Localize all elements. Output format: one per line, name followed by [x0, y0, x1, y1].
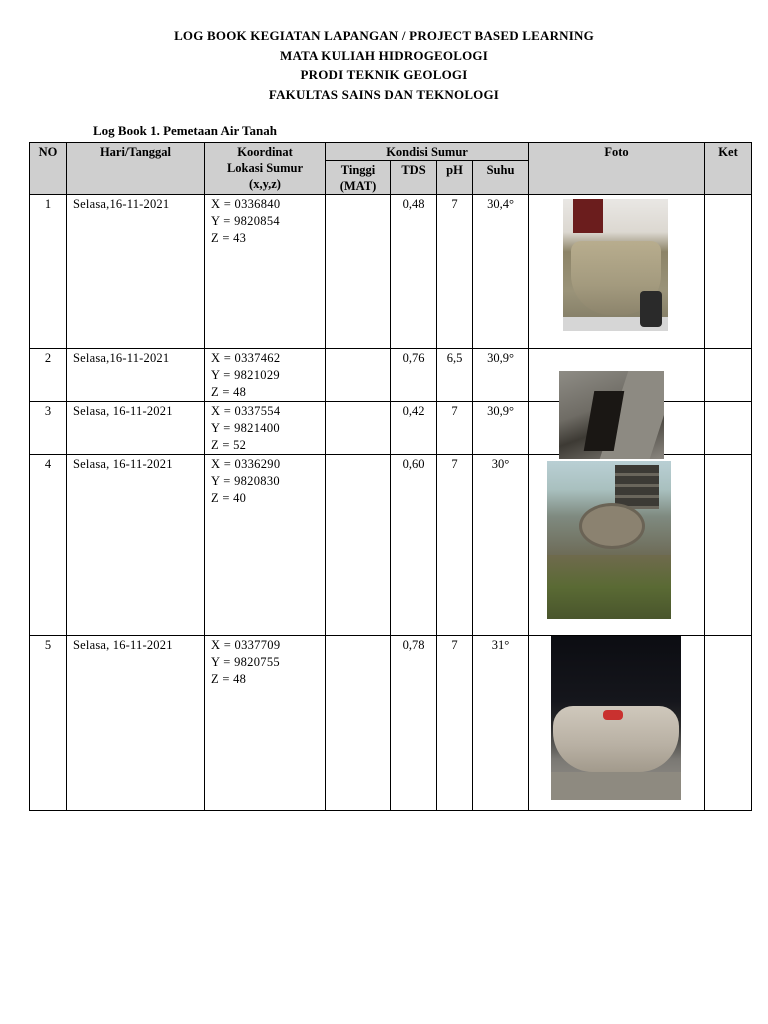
logbook-subtitle: Log Book 1. Pemetaan Air Tanah	[93, 123, 277, 138]
cell-ket	[705, 195, 752, 349]
cell-foto	[529, 402, 705, 455]
coord-y: Y = 9820755	[211, 655, 280, 669]
col-header-no: NO	[30, 143, 67, 195]
col-header-tinggi-line1: Tinggi	[340, 163, 376, 177]
cell-suhu: 30°	[473, 455, 529, 636]
cell-date: Selasa,16-11-2021	[67, 195, 205, 349]
col-header-foto: Foto	[529, 143, 705, 195]
header-line-2: MATA KULIAH HIDROGEOLOGI	[279, 47, 488, 63]
cell-no: 3	[30, 402, 67, 455]
header-line-3: PRODI TEKNIK GEOLOGI	[300, 67, 468, 82]
cell-tinggi	[326, 455, 391, 636]
col-header-tinggi	[326, 161, 391, 195]
cell-ket	[705, 349, 752, 402]
cell-tinggi	[326, 349, 391, 402]
cell-suhu: 30,9°	[473, 402, 529, 455]
photo-grass	[547, 555, 671, 619]
table-row	[30, 455, 752, 636]
coord-x: X = 0337709	[211, 638, 281, 652]
cell-tds: 0,48	[391, 195, 437, 349]
table-row	[30, 195, 752, 349]
cell-coord	[205, 349, 326, 402]
coord-x: X = 0337462	[211, 351, 281, 365]
cell-ph: 7	[437, 455, 473, 636]
well-photo	[547, 461, 671, 619]
photo-steps	[615, 465, 659, 509]
table-row	[30, 402, 752, 455]
cell-tinggi	[326, 636, 391, 811]
col-header-tinggi-line2: (MAT)	[339, 179, 377, 193]
cell-ph: 7	[437, 636, 473, 811]
cell-tinggi	[326, 195, 391, 349]
photo-well	[579, 503, 645, 549]
col-header-date: Hari/Tanggal	[67, 143, 205, 195]
photo-curtain	[573, 199, 603, 233]
cell-coord	[205, 455, 326, 636]
col-header-suhu: Suhu	[473, 161, 529, 195]
cell-date: Selasa, 16-11-2021	[67, 402, 205, 455]
col-header-tds: TDS	[391, 161, 437, 195]
col-header-coord-line2: Lokasi Sumur	[226, 161, 304, 175]
photo-bag	[640, 291, 662, 327]
coord-y: Y = 9820830	[211, 474, 280, 488]
photo-ground	[551, 772, 681, 800]
cell-suhu: 30,9°	[473, 349, 529, 402]
well-photo	[559, 371, 664, 459]
cell-suhu: 31°	[473, 636, 529, 811]
coord-y: Y = 9820854	[211, 214, 280, 228]
cell-date: Selasa, 16-11-2021	[67, 455, 205, 636]
cell-ph: 7	[437, 195, 473, 349]
cell-ket	[705, 402, 752, 455]
coord-x: X = 0336840	[211, 197, 281, 211]
logbook-table	[29, 142, 752, 811]
cell-coord	[205, 402, 326, 455]
table-row	[30, 636, 752, 811]
well-photo	[551, 636, 681, 800]
coord-z: Z = 48	[211, 385, 247, 399]
cell-tds: 0,42	[391, 402, 437, 455]
cell-ph: 6,5	[437, 349, 473, 402]
coord-z: Z = 43	[211, 231, 247, 245]
col-header-coord-line3: (x,y,z)	[249, 177, 281, 191]
col-header-ph: pH	[437, 161, 473, 195]
photo-bucket	[603, 710, 623, 720]
cell-ket	[705, 455, 752, 636]
col-header-kondisi: Kondisi Sumur	[326, 143, 529, 161]
col-header-coord	[205, 143, 326, 195]
cell-foto	[529, 195, 705, 349]
cell-foto	[529, 636, 705, 811]
cell-date: Selasa, 16-11-2021	[67, 636, 205, 811]
cell-tinggi	[326, 402, 391, 455]
coord-x: X = 0336290	[211, 457, 281, 471]
cell-ph: 7	[437, 402, 473, 455]
cell-ket	[705, 636, 752, 811]
col-header-ket: Ket	[705, 143, 752, 195]
document-header	[0, 26, 768, 104]
cell-tds: 0,76	[391, 349, 437, 402]
coord-z: Z = 40	[211, 491, 247, 505]
cell-no: 2	[30, 349, 67, 402]
coord-x: X = 0337554	[211, 404, 281, 418]
coord-y: Y = 9821029	[211, 368, 280, 382]
cell-suhu: 30,4°	[473, 195, 529, 349]
coord-z: Z = 48	[211, 672, 247, 686]
cell-no: 1	[30, 195, 67, 349]
cell-date: Selasa,16-11-2021	[67, 349, 205, 402]
cell-coord	[205, 195, 326, 349]
header-line-1: LOG BOOK KEGIATAN LAPANGAN / PROJECT BASED LEARNING	[174, 28, 594, 43]
cell-foto	[529, 455, 705, 636]
cell-tds: 0,60	[391, 455, 437, 636]
col-header-coord-line1: Koordinat	[237, 145, 293, 159]
cell-no: 5	[30, 636, 67, 811]
coord-y: Y = 9821400	[211, 421, 280, 435]
well-photo	[563, 199, 668, 331]
cell-coord	[205, 636, 326, 811]
cell-no: 4	[30, 455, 67, 636]
cell-tds: 0,78	[391, 636, 437, 811]
coord-z: Z = 52	[211, 438, 247, 452]
header-line-4: FAKULTAS SAINS DAN TEKNOLOGI	[268, 86, 500, 102]
